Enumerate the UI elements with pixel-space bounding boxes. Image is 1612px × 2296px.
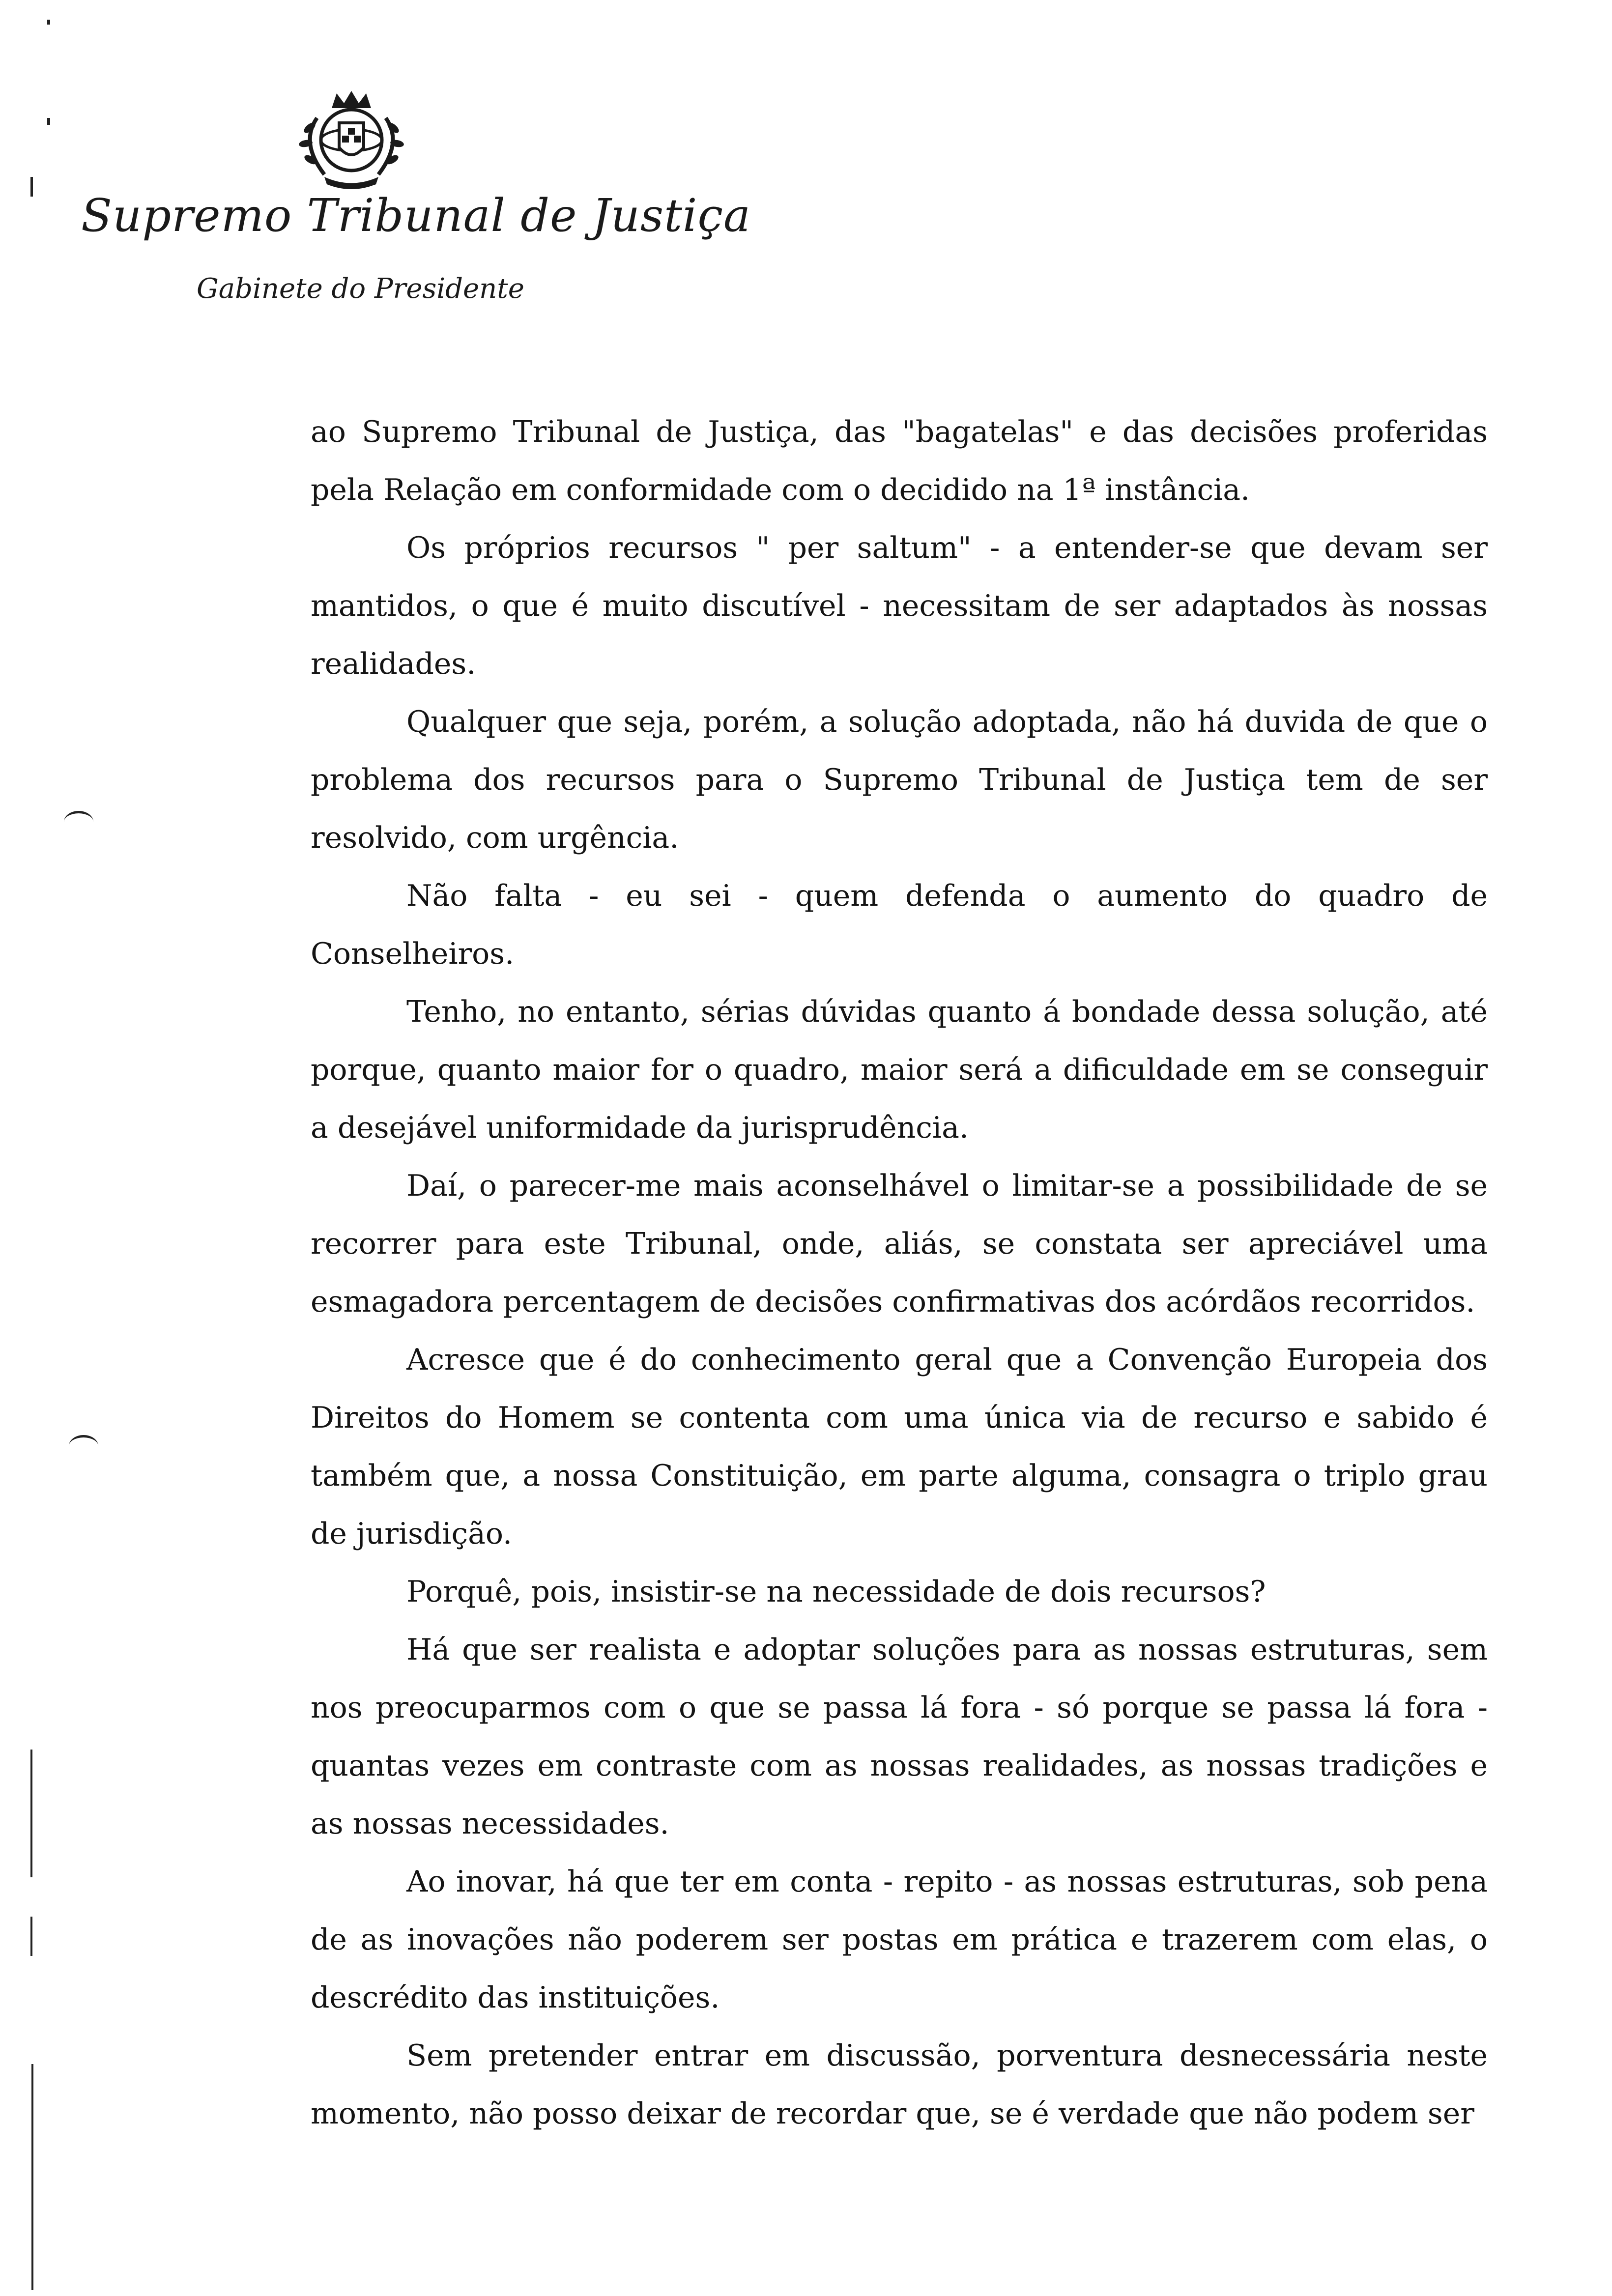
paragraph: Acresce que é do conhecimento geral que a Convenção Europeia dos Direitos do Homem se contenta com uma única via de recurso e sabido é também que, a nossa Constituição, em parte alguma, consagra o triplo grau de jurisdição. [311,1343,1488,1551]
paragraph: Há que ser realista e adoptar soluções para as nossas estruturas, sem nos preocuparmos com o que se passa lá fora - só porque se passa lá fora - quantas vezes em contraste com as nossas realidades, as nossas tradições e as nossas necessidades. [311,1633,1488,1841]
document-body [311,403,1488,2143]
paragraph: Ao inovar, há que ter em conta - repito - as nossas estruturas, sob pena de as inovações não poderem ser postas em prática e trazerem com elas, o descrédito das instituições. [311,1865,1488,2015]
scan-artifact [30,177,33,197]
paragraph: Qualquer que seja, porém, a solução adoptada, não há duvida de que o problema dos recursos para o Supremo Tribunal de Justiça tem de ser resolvido, com urgência. [311,705,1488,855]
coat-of-arms-icon [290,88,413,192]
paragraph: Porquê, pois, insistir-se na necessidade de dois recursos? [406,1575,1266,1609]
scan-artifact [47,118,50,125]
paragraph: Não falta - eu sei - quem defenda o aumento do quadro de Conselheiros. [311,879,1488,971]
scan-artifact [69,1435,98,1457]
letterhead-institution: Supremo Tribunal de Justiça [81,189,751,242]
paragraph: Tenho, no entanto, sérias dúvidas quanto á bondade dessa solução, até porque, quanto maior for o quadro, maior será a dificuldade em se conseguir a desejável uniformidade da jurisprudência. [311,995,1488,1145]
scan-artifact [64,811,93,833]
paragraph: ao Supremo Tribunal de Justiça, das "bagatelas" e das decisões proferidas pela Relação em conformidade com o decidido na 1ª instância. [311,415,1488,507]
scan-artifact [47,20,50,25]
paragraph: Os próprios recursos " per saltum" - a entender-se que devam ser mantidos, o que é muito discutível - necessitam de ser adaptados às nossas realidades. [311,531,1488,681]
paragraph: Daí, o parecer-me mais aconselhável o limitar-se a possibilidade de se recorrer para este Tribunal, onde, aliás, se constata ser apreciável uma esmagadora percentagem de decisões confirmativas dos acórdãos recorridos. [311,1169,1488,1319]
scan-artifact [30,1750,32,1877]
scan-artifact [30,1917,32,1956]
paragraph: Sem pretender entrar em discussão, porventura desnecessária neste momento, não posso deixar de recordar que, se é verdade que não podem ser [311,2038,1488,2131]
scan-artifact [31,2064,33,2290]
letterhead-office: Gabinete do Presidente [197,273,524,305]
